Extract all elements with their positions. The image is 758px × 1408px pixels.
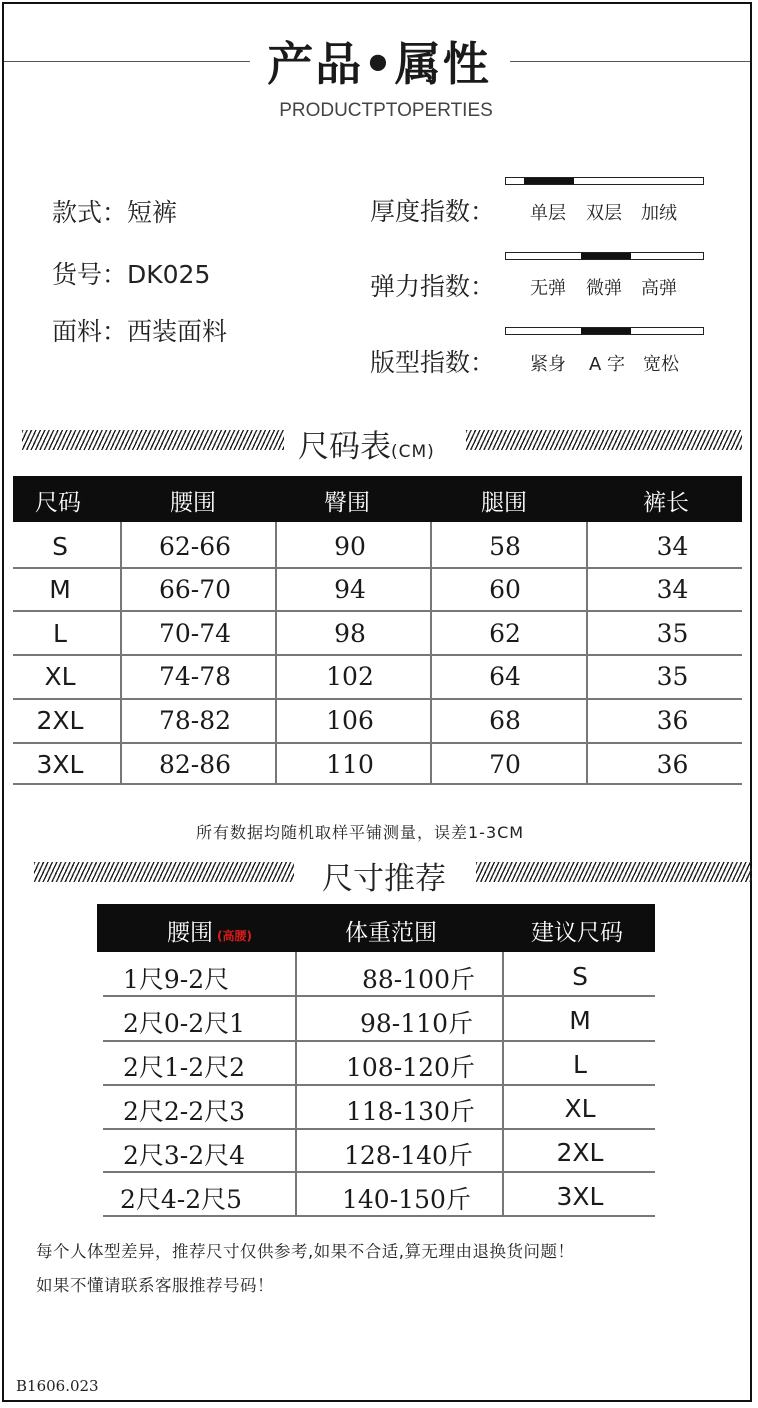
measurement-note: 所有数据均随机取样平铺测量，误差1-3CM [196, 823, 525, 842]
size-table-header-cell: 腰围 [170, 490, 216, 516]
fit-option: 宽松 [643, 354, 679, 375]
recommendation-row-divider [103, 1128, 655, 1130]
fit-index-bar [505, 327, 704, 335]
waist-range-cell: 2尺1-2尺2 [123, 1053, 246, 1082]
elasticity-index-label: 弹力指数： [370, 272, 496, 301]
recommendation-header-cell: 体重范围 [345, 920, 437, 946]
size-chart-title [298, 421, 435, 466]
thigh-cell: 68 [489, 706, 521, 735]
size-cell: M [49, 575, 71, 604]
fit-option: 紧身 [530, 354, 566, 375]
size-table-row-divider [13, 783, 742, 785]
suggested-size-cell: XL [564, 1094, 596, 1123]
size-table-row-divider [13, 698, 742, 700]
waist-range-cell: 2尺3-2尺4 [123, 1141, 246, 1170]
weight-range-cell: 108-120斤 [346, 1053, 475, 1082]
suggested-size-cell: 3XL [556, 1182, 604, 1211]
attr-item-no: 货号：DK025 [52, 260, 211, 289]
size-table-header-cell: 腿围 [481, 490, 527, 516]
hip-cell: 102 [326, 662, 374, 691]
section-stripes-right [476, 862, 752, 882]
thigh-cell: 64 [489, 662, 521, 691]
size-cell: 3XL [36, 750, 84, 779]
elasticity-option: 无弹 [530, 278, 566, 299]
recommendation-header-cell: 建议尺码 [531, 920, 623, 946]
hip-cell: 98 [334, 619, 366, 648]
disclaimer-line-2: 如果不懂请联系客服推荐号码！ [36, 1276, 274, 1295]
size-table-col-divider [275, 522, 277, 784]
fit-index-label: 版型指数： [370, 348, 496, 377]
suggested-size-cell: S [572, 962, 588, 991]
size-table-row-divider [13, 567, 742, 569]
section-stripes-left [22, 430, 284, 450]
size-table-header-cell: 裤长 [643, 490, 689, 516]
thigh-cell: 58 [489, 532, 521, 561]
thickness-option: 单层 [530, 203, 566, 224]
length-cell: 36 [656, 706, 689, 735]
thigh-cell: 60 [489, 575, 521, 604]
recommendation-col-divider [502, 952, 504, 1216]
page-subtitle: PRODUCTPTOPERTIES [279, 100, 493, 121]
suggested-size-cell: M [569, 1006, 591, 1035]
elasticity-option: 微弹 [586, 278, 622, 299]
size-chart-title-text: 尺码表 [298, 429, 391, 465]
waist-cell: 70-74 [158, 619, 232, 648]
length-cell: 36 [656, 750, 689, 779]
thickness-option: 双层 [586, 203, 622, 224]
recommendation-table-header [97, 904, 655, 952]
fit-option: A 字 [589, 354, 626, 375]
waist-cell: 66-70 [158, 575, 232, 604]
waist-cell: 78-82 [158, 706, 232, 735]
page-title: 产品•属性 [267, 37, 491, 91]
section-stripes-left [34, 862, 294, 882]
weight-range-cell: 98-110斤 [360, 1009, 473, 1038]
weight-range-cell: 88-100斤 [362, 965, 475, 994]
size-cell: L [53, 619, 67, 648]
size-table-row-divider [13, 654, 742, 656]
waist-cell: 74-78 [158, 662, 232, 691]
hip-cell: 90 [334, 532, 366, 561]
size-table-row-divider [13, 742, 742, 744]
size-table-header-cell: 臀围 [324, 490, 370, 516]
length-cell: 34 [656, 532, 689, 561]
waist-range-cell: 1尺9-2尺 [123, 965, 230, 994]
size-chart-unit: (CM) [391, 442, 435, 462]
recommendation-title: 尺寸推荐 [322, 861, 446, 897]
attr-fabric: 面料：西装面料 [52, 317, 228, 346]
elasticity-index-bar [505, 252, 704, 260]
fit-index-marker [581, 328, 631, 334]
hip-cell: 106 [326, 706, 374, 735]
attr-style: 款式：短裤 [52, 198, 178, 227]
size-table-row-divider [13, 610, 742, 612]
weight-range-cell: 128-140斤 [344, 1141, 473, 1170]
recommendation-col-divider [295, 952, 297, 1216]
thigh-cell: 62 [489, 619, 521, 648]
size-cell: S [52, 532, 68, 561]
waist-cell: 62-66 [158, 532, 232, 561]
thickness-option: 加绒 [641, 203, 677, 224]
size-table-col-divider [586, 522, 588, 784]
recommendation-header-cell: 腰围 [167, 920, 213, 946]
thigh-cell: 70 [489, 750, 521, 779]
length-cell: 35 [656, 619, 689, 648]
weight-range-cell: 140-150斤 [342, 1185, 471, 1214]
size-table-header-cell: 尺码 [35, 490, 81, 516]
weight-range-cell: 118-130斤 [346, 1097, 475, 1126]
thickness-index-bar [505, 177, 704, 185]
waist-range-cell: 2尺0-2尺1 [123, 1009, 246, 1038]
waist-cell: 82-86 [158, 750, 232, 779]
thickness-index-label: 厚度指数： [370, 197, 496, 226]
product-code: B1606.023 [16, 1377, 99, 1395]
section-stripes-right [466, 430, 742, 450]
length-cell: 34 [656, 575, 689, 604]
length-cell: 35 [656, 662, 689, 691]
size-table-col-divider [120, 522, 122, 784]
elasticity-option: 高弹 [641, 278, 677, 299]
disclaimer-line-1: 每个人体型差异，推荐尺寸仅供参考,如果不合适,算无理由退换货问题！ [36, 1242, 575, 1261]
waist-range-cell: 2尺4-2尺5 [120, 1185, 243, 1214]
elasticity-index-marker [581, 253, 631, 259]
hip-cell: 94 [334, 575, 366, 604]
suggested-size-cell: 2XL [556, 1138, 604, 1167]
recommendation-header-waist [167, 914, 252, 947]
suggested-size-cell: L [573, 1050, 587, 1079]
high-waist-note: (高腰) [217, 929, 252, 943]
size-cell: XL [44, 662, 76, 691]
size-table-col-divider [430, 522, 432, 784]
thickness-index-marker [524, 178, 574, 184]
hip-cell: 110 [326, 750, 374, 779]
size-table-header [13, 476, 742, 522]
recommendation-row-divider [103, 1040, 655, 1042]
recommendation-row-divider [103, 1084, 655, 1086]
waist-range-cell: 2尺2-2尺3 [123, 1097, 246, 1126]
size-cell: 2XL [36, 706, 84, 735]
